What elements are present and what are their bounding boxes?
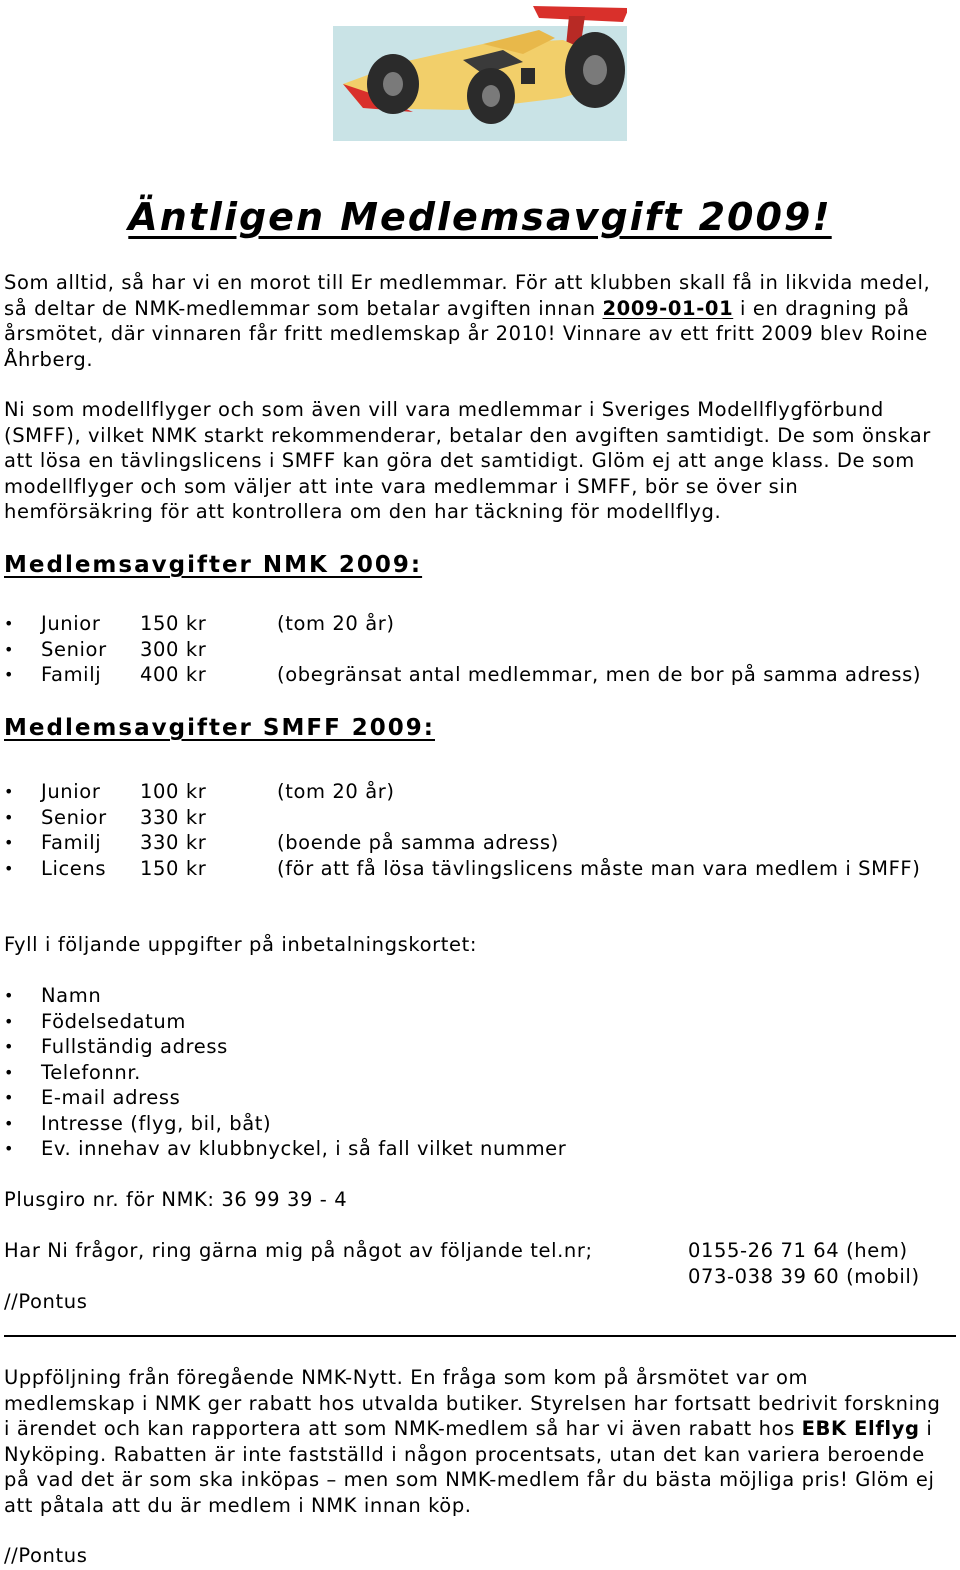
store-name: EBK Elflyg [801,1417,920,1440]
bullet-icon: • [4,833,15,852]
phone-home: 0155-26 71 64 (hem) [688,1239,908,1262]
signature: //Pontus [4,1290,88,1313]
form-fields-list [4,983,954,1162]
bullet-icon: • [4,1139,15,1158]
list-item: • Namn [4,984,102,1007]
bullet-icon: • [4,1037,15,1056]
deadline-date: 2009-01-01 [602,296,734,320]
bullet-icon: • [4,858,15,878]
plusgiro-number: Plusgiro nr. för NMK: 36 99 39 - 4 [4,1188,348,1211]
list-item: • Fullständig adress [4,1035,228,1058]
contact-question: Har Ni frågor, ring gärna mig på något av följande tel.nr; [4,1239,593,1262]
bullet-icon: • [4,986,15,1005]
nmk-fees-list [4,611,954,688]
bullet-icon: • [4,665,15,684]
list-item: • Telefonnr. [4,1060,141,1084]
bullet-icon: • [4,1062,15,1082]
bullet-icon: • [4,639,15,659]
bullet-icon: • [4,1113,15,1133]
page-title: Äntligen Medlemsavgift 2009! [128,195,832,239]
nmk-fees-heading: Medlemsavgifter NMK 2009: [4,552,423,578]
smff-fees-list [4,779,954,881]
fee-row: • Licens 150 kr (för att få lösa tävlingslicens måste man vara medlem i SMFF) [4,856,921,880]
phone-mobile: 073-038 39 60 (mobil) [688,1265,920,1288]
bullet-icon: • [4,1088,15,1107]
list-item: • E-mail adress [4,1086,181,1109]
fee-row: • Senior 330 kr [4,805,207,829]
bullet-icon: • [4,614,15,633]
fee-row: • Senior 300 kr [4,637,207,661]
smff-info-paragraph: Ni som modellflyger och som även vill vara medlemmar i Sveriges Modellflygförbund (SMFF), vilket NMK starkt rekommenderar, betalar den avgiften samtidigt. De som önskar att lösa en tävlingslicens i SMFF kan göra det samtidigt. Glöm ej att ange klass. De som modellflyger och som väljer att inte vara medlemmar i SMFF, bör se över sin hemförsäkring för att kontrollera om den har täckning för modellflyg. [4,398,931,523]
bullet-icon: • [4,782,15,801]
race-car-illustration [333,0,627,141]
smff-fees-heading: Medlemsavgifter SMFF 2009: [4,715,435,741]
fee-row: • Familj 400 kr (obegränsat antal medlemmar, men de bor på samma adress) [4,663,922,686]
fee-row: • Junior 100 kr (tom 20 år) [4,780,395,803]
signature-footer: //Pontus [4,1544,88,1567]
divider [4,1335,956,1337]
list-item: • Intresse (flyg, bil, båt) [4,1111,272,1135]
bullet-icon: • [4,1011,15,1031]
fee-row: • Familj 330 kr (boende på samma adress) [4,831,559,854]
bullet-icon: • [4,807,15,827]
fee-row: • Junior 150 kr (tom 20 år) [4,612,395,635]
list-item: • Födelsedatum [4,1009,186,1033]
list-item: • Ev. innehav av klubbnyckel, i så fall vilket nummer [4,1137,567,1160]
form-intro: Fyll i följande uppgifter på inbetalningskortet: [4,933,477,956]
intro-paragraph: Som alltid, så har vi en morot till Er medlemmar. För att klubben skall få in likvida medel, så deltar de NMK-medlemmar som betalar avgiften innan 2009-01-01 i en dragning på årsmötet, där vinnaren får fritt medlemskap år 2010! Vinnare av ett fritt 2009 blev Roine Åhrberg. [4,271,931,371]
followup-paragraph: Uppföljning från föregående NMK-Nytt. En fråga som kom på årsmötet var om medlemskap i NMK ger rabatt hos utvalda butiker. Styrelsen har fortsatt bedrivit forskning i ärendet och kan rapportera att som NMK-medlem så har vi även rabatt hos EBK Elflyg i Nyköping. Rabatten är inte fastställd i någon procentsats, utan det kan variera beroende på vad det är som ska inköpas – men som NMK-medlem får du bästa möjliga pris! Glöm ej att påtala att du är medlem i NMK innan köp. [4,1366,941,1517]
